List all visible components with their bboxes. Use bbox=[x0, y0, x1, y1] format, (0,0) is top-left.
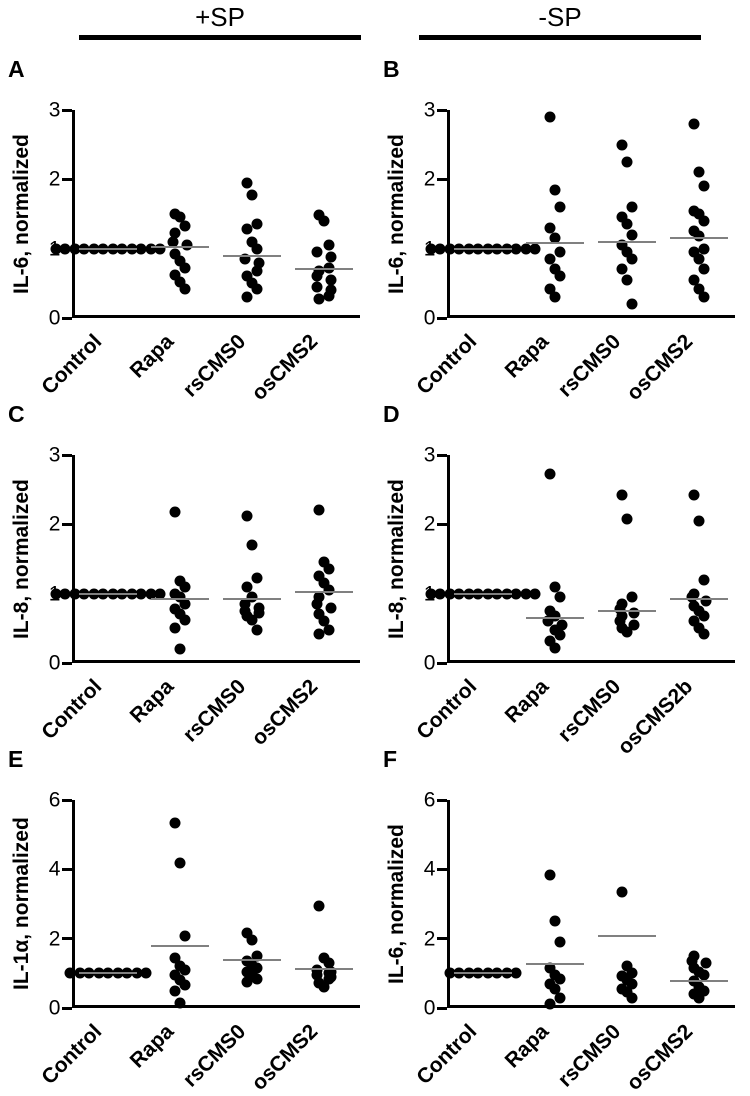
y-tick-label: 2 bbox=[48, 927, 61, 951]
y-tick bbox=[62, 317, 72, 320]
data-point bbox=[699, 970, 710, 981]
mean-line bbox=[454, 593, 512, 595]
y-axis-line bbox=[72, 455, 75, 663]
y-tick-label: 3 bbox=[423, 443, 436, 467]
x-axis-category-label: Control bbox=[412, 330, 482, 400]
data-point bbox=[175, 997, 186, 1008]
data-point bbox=[180, 581, 191, 592]
data-point bbox=[180, 599, 191, 610]
y-tick-label: 0 bbox=[48, 306, 61, 330]
y-tick bbox=[437, 178, 447, 181]
data-point bbox=[622, 274, 633, 285]
x-axis-category-label: Rapa bbox=[125, 1020, 179, 1073]
data-point bbox=[627, 592, 638, 603]
mean-line bbox=[223, 598, 281, 600]
y-tick bbox=[437, 454, 447, 457]
y-tick bbox=[62, 1007, 72, 1010]
y-tick bbox=[437, 868, 447, 871]
data-point bbox=[617, 490, 628, 501]
group-header-sp-plus-label: +SP bbox=[195, 2, 245, 32]
data-point bbox=[314, 293, 325, 304]
data-point bbox=[324, 585, 335, 596]
data-point bbox=[326, 602, 337, 613]
x-axis-category-label: rsCMS0 bbox=[178, 675, 251, 747]
y-axis-line bbox=[72, 110, 75, 318]
data-point bbox=[252, 219, 263, 230]
mean-line bbox=[670, 237, 728, 239]
y-tick bbox=[62, 523, 72, 526]
data-point bbox=[555, 973, 566, 984]
y-tick-label: 6 bbox=[48, 788, 61, 812]
data-point bbox=[247, 189, 258, 200]
data-point bbox=[252, 573, 263, 584]
panel-letter-b: B bbox=[383, 56, 400, 82]
data-point bbox=[180, 980, 191, 991]
plot-area bbox=[423, 788, 735, 1020]
y-tick-label: 0 bbox=[48, 996, 61, 1020]
group-header-sp-minus bbox=[400, 2, 720, 40]
data-point bbox=[550, 292, 561, 303]
mean-line bbox=[670, 598, 728, 600]
data-point bbox=[314, 900, 325, 911]
mean-line bbox=[598, 935, 656, 937]
data-point bbox=[141, 968, 152, 979]
data-point bbox=[242, 177, 253, 188]
panel-e bbox=[0, 742, 375, 1095]
x-axis-category-label: rsCMS0 bbox=[553, 330, 626, 402]
x-axis-line bbox=[447, 660, 735, 663]
data-point bbox=[242, 977, 253, 988]
data-point bbox=[622, 626, 633, 637]
y-tick bbox=[62, 662, 72, 665]
x-axis-category-label: osCMS2 bbox=[247, 675, 323, 750]
data-point bbox=[324, 624, 335, 635]
data-point bbox=[550, 642, 561, 653]
mean-line bbox=[526, 242, 584, 244]
data-point bbox=[511, 968, 522, 979]
data-point bbox=[622, 513, 633, 524]
mean-line bbox=[79, 972, 137, 974]
data-point bbox=[617, 886, 628, 897]
x-axis-line bbox=[72, 315, 360, 318]
y-tick-label: 3 bbox=[423, 98, 436, 122]
data-point bbox=[170, 506, 181, 517]
data-point bbox=[550, 184, 561, 195]
y-tick bbox=[437, 662, 447, 665]
panel-letter-c: C bbox=[8, 401, 25, 427]
mean-line bbox=[526, 963, 584, 965]
data-point bbox=[694, 254, 705, 265]
x-axis-category-label: Control bbox=[37, 675, 107, 745]
data-point bbox=[319, 982, 330, 993]
data-point bbox=[699, 243, 710, 254]
panel-letter-e: E bbox=[8, 746, 24, 772]
data-point bbox=[555, 630, 566, 641]
y-axis-label: IL-8, normalized bbox=[10, 479, 33, 639]
panel-c bbox=[0, 397, 375, 750]
y-tick-label: 3 bbox=[48, 98, 61, 122]
data-point bbox=[694, 167, 705, 178]
data-point bbox=[555, 271, 566, 282]
y-tick-label: 0 bbox=[423, 996, 436, 1020]
data-point bbox=[252, 283, 263, 294]
data-point bbox=[627, 992, 638, 1003]
mean-line bbox=[223, 959, 281, 961]
x-axis-category-label: Rapa bbox=[125, 330, 179, 383]
panel-d bbox=[375, 397, 750, 759]
data-point bbox=[555, 592, 566, 603]
data-point bbox=[545, 222, 556, 233]
y-tick-label: 2 bbox=[423, 512, 436, 536]
data-point bbox=[699, 292, 710, 303]
x-axis-category-label: Control bbox=[412, 1020, 482, 1090]
y-tick-label: 3 bbox=[48, 443, 61, 467]
data-point bbox=[182, 240, 193, 251]
data-point bbox=[180, 283, 191, 294]
data-point bbox=[699, 574, 710, 585]
y-axis-label: IL-6, normalized bbox=[385, 824, 408, 984]
data-point bbox=[324, 240, 335, 251]
data-point bbox=[314, 505, 325, 516]
y-tick-label: 2 bbox=[423, 167, 436, 191]
data-point bbox=[170, 985, 181, 996]
x-axis-category-label: Control bbox=[37, 1020, 107, 1090]
y-axis-label: IL-1α, normalized bbox=[10, 817, 33, 991]
mean-line bbox=[454, 972, 512, 974]
y-tick-label: 2 bbox=[48, 512, 61, 536]
data-point bbox=[252, 624, 263, 635]
plot-area bbox=[423, 443, 735, 675]
x-axis-category-label: osCMS2 bbox=[622, 330, 698, 405]
y-tick bbox=[62, 178, 72, 181]
data-point bbox=[326, 274, 337, 285]
x-axis-line bbox=[72, 660, 360, 663]
y-tick-label: 0 bbox=[423, 306, 436, 330]
data-point bbox=[252, 973, 263, 984]
y-tick-label: 6 bbox=[423, 788, 436, 812]
group-header-sp-plus-rule bbox=[79, 35, 361, 40]
panel-f bbox=[375, 742, 750, 1095]
data-point bbox=[699, 610, 710, 621]
group-headers bbox=[0, 0, 750, 52]
mean-line bbox=[79, 248, 137, 250]
y-tick bbox=[437, 1007, 447, 1010]
data-point bbox=[252, 243, 263, 254]
data-point bbox=[180, 930, 191, 941]
data-point bbox=[312, 247, 323, 258]
group-header-sp-minus-rule bbox=[419, 35, 701, 40]
data-point bbox=[545, 254, 556, 265]
data-point bbox=[180, 263, 191, 274]
data-point bbox=[555, 202, 566, 213]
y-axis-line bbox=[447, 110, 450, 318]
x-axis-category-label: osCMS2b bbox=[613, 675, 698, 759]
mean-line bbox=[454, 248, 512, 250]
y-tick bbox=[437, 109, 447, 112]
panel-letter-f: F bbox=[383, 746, 398, 772]
plot-area bbox=[423, 98, 735, 330]
data-point bbox=[242, 581, 253, 592]
x-axis-line bbox=[447, 315, 735, 318]
y-tick bbox=[62, 799, 72, 802]
y-axis-label: IL-8, normalized bbox=[385, 479, 408, 639]
y-tick-label: 4 bbox=[48, 857, 61, 881]
y-tick bbox=[62, 109, 72, 112]
data-point bbox=[326, 251, 337, 262]
data-point bbox=[314, 628, 325, 639]
data-point bbox=[319, 215, 330, 226]
data-point bbox=[550, 916, 561, 927]
mean-line bbox=[295, 968, 353, 970]
x-axis-line bbox=[72, 1005, 360, 1008]
y-tick-label: 4 bbox=[423, 857, 436, 881]
y-axis-line bbox=[447, 455, 450, 663]
data-point bbox=[622, 219, 633, 230]
data-point bbox=[252, 265, 263, 276]
y-tick bbox=[62, 937, 72, 940]
group-header-sp-minus-label: -SP bbox=[538, 2, 582, 32]
data-point bbox=[247, 540, 258, 551]
data-point bbox=[545, 469, 556, 480]
data-point bbox=[180, 221, 191, 232]
y-tick-label: 0 bbox=[423, 651, 436, 675]
panel-b bbox=[375, 52, 750, 405]
x-axis-line bbox=[447, 1005, 735, 1008]
mean-line bbox=[151, 598, 209, 600]
data-point bbox=[530, 243, 541, 254]
mean-line bbox=[151, 246, 209, 248]
x-axis-category-label: rsCMS0 bbox=[553, 675, 626, 747]
x-axis-category-label: rsCMS0 bbox=[553, 1020, 626, 1092]
data-point bbox=[622, 157, 633, 168]
mean-line bbox=[598, 241, 656, 243]
mean-line bbox=[223, 255, 281, 257]
panel-a bbox=[0, 52, 375, 405]
data-point bbox=[242, 224, 253, 235]
data-point bbox=[312, 599, 323, 610]
plot-area bbox=[48, 788, 360, 1020]
y-tick bbox=[437, 799, 447, 802]
data-point bbox=[180, 964, 191, 975]
data-point bbox=[689, 118, 700, 129]
plot-area bbox=[48, 443, 360, 675]
panel-letter-a: A bbox=[8, 56, 25, 82]
y-tick-label: 2 bbox=[423, 927, 436, 951]
x-axis-category-label: Rapa bbox=[500, 675, 554, 728]
x-axis-category-label: rsCMS0 bbox=[178, 1020, 251, 1092]
x-axis-category-label: osCMS2 bbox=[247, 1020, 323, 1095]
data-point bbox=[545, 111, 556, 122]
mean-line bbox=[526, 617, 584, 619]
data-point bbox=[155, 243, 166, 254]
data-point bbox=[699, 181, 710, 192]
mean-line bbox=[598, 610, 656, 612]
group-header-sp-plus bbox=[60, 2, 380, 40]
data-point bbox=[555, 247, 566, 258]
y-tick bbox=[62, 454, 72, 457]
y-tick bbox=[437, 937, 447, 940]
data-point bbox=[324, 290, 335, 301]
data-point bbox=[180, 615, 191, 626]
data-point bbox=[617, 139, 628, 150]
mean-line bbox=[295, 268, 353, 270]
x-axis-category-label: Rapa bbox=[500, 1020, 554, 1073]
data-point bbox=[312, 281, 323, 292]
data-point bbox=[694, 515, 705, 526]
data-point bbox=[555, 992, 566, 1003]
data-point bbox=[550, 581, 561, 592]
data-point bbox=[175, 858, 186, 869]
y-tick-label: 0 bbox=[48, 651, 61, 675]
data-point bbox=[694, 992, 705, 1003]
data-point bbox=[699, 264, 710, 275]
mean-line bbox=[151, 945, 209, 947]
y-tick bbox=[437, 523, 447, 526]
x-axis-category-label: osCMS2 bbox=[622, 1020, 698, 1095]
mean-line bbox=[670, 980, 728, 982]
x-axis-category-label: rsCMS0 bbox=[178, 330, 251, 402]
data-point bbox=[175, 644, 186, 655]
data-point bbox=[170, 623, 181, 634]
y-axis-label: IL-6, normalized bbox=[10, 134, 33, 294]
data-point bbox=[627, 202, 638, 213]
x-axis-category-label: Control bbox=[412, 675, 482, 745]
data-point bbox=[694, 231, 705, 242]
data-point bbox=[312, 271, 323, 282]
x-axis-category-label: osCMS2 bbox=[247, 330, 323, 405]
data-point bbox=[689, 490, 700, 501]
x-axis-category-label: Rapa bbox=[125, 675, 179, 728]
y-tick bbox=[437, 317, 447, 320]
mean-line bbox=[295, 591, 353, 593]
data-point bbox=[627, 299, 638, 310]
data-point bbox=[324, 564, 335, 575]
data-point bbox=[545, 869, 556, 880]
plot-area bbox=[48, 98, 360, 330]
y-tick bbox=[62, 868, 72, 871]
data-point bbox=[699, 628, 710, 639]
y-axis-label: IL-6, normalized bbox=[385, 134, 408, 294]
data-point bbox=[242, 292, 253, 303]
panel-letter-d: D bbox=[383, 401, 400, 427]
data-point bbox=[247, 935, 258, 946]
x-axis-category-label: Control bbox=[37, 330, 107, 400]
data-point bbox=[170, 817, 181, 828]
data-point bbox=[617, 264, 628, 275]
y-tick-label: 2 bbox=[48, 167, 61, 191]
data-point bbox=[530, 588, 541, 599]
data-point bbox=[627, 229, 638, 240]
x-axis-category-label: Rapa bbox=[500, 330, 554, 383]
data-point bbox=[545, 998, 556, 1009]
data-point bbox=[699, 215, 710, 226]
data-point bbox=[555, 937, 566, 948]
data-point bbox=[242, 511, 253, 522]
data-point bbox=[627, 254, 638, 265]
mean-line bbox=[79, 593, 137, 595]
